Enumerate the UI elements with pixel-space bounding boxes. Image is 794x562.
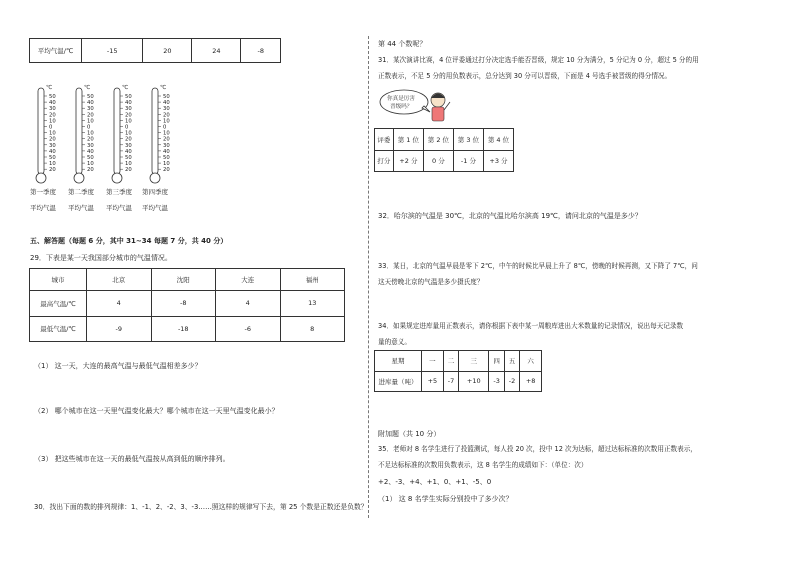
thermometer-1 [36, 84, 56, 183]
table-header: 沈阳 [151, 269, 216, 291]
table-header: 二 [443, 351, 458, 372]
tick-label: 50 [125, 155, 132, 161]
question-29-2: （2） 哪个城市在这一天里气温变化最大？哪个城市在这一天里气温变化最小？ [34, 407, 279, 415]
question-29-1: （1） 这一天，大连的最高气温与最低气温相差多少？ [34, 362, 202, 370]
tick-label: 10 [163, 130, 170, 137]
tick-label: 10 [87, 161, 94, 168]
thermometer-2 [74, 84, 94, 183]
table-cell: 24 [192, 39, 241, 63]
tick-label: 20 [49, 112, 56, 119]
table-row [30, 269, 345, 291]
tick-label: 30 [49, 142, 56, 149]
tick-label: 20 [125, 112, 132, 119]
tick-label: 40 [163, 148, 170, 155]
table-header: 四 [489, 351, 504, 372]
city-temp-table [29, 268, 345, 342]
table-cell: 打分 [375, 150, 394, 172]
speech-bubble-text: 晋级吗？ [390, 104, 413, 110]
thermometers-figure [28, 82, 188, 186]
tick-label: 20 [49, 136, 56, 143]
table-header: 大连 [216, 269, 281, 291]
table-cell: 最高气温/℃ [30, 291, 87, 317]
thermometer-unit: ℃ [160, 85, 167, 91]
table-cell: 8 [280, 316, 345, 342]
table-header: 第 1 位 [393, 129, 423, 151]
thermometer-tube [152, 88, 158, 174]
table-cell: -9 [87, 316, 152, 342]
table-header: 第 4 位 [483, 129, 513, 151]
speech-bubble-text: 你真是厉害 [387, 96, 415, 102]
table-cell: -18 [151, 316, 216, 342]
table-header: 福州 [280, 269, 345, 291]
thermometer-bulb [112, 173, 122, 183]
table-header: 第 3 位 [453, 129, 483, 151]
tick-label: 40 [125, 100, 132, 107]
table-cell: -8 [241, 39, 281, 63]
table-row [30, 39, 281, 63]
tick-label: 0 [163, 124, 167, 131]
thermometer-unit: ℃ [122, 85, 129, 91]
table-cell: +8 [520, 371, 542, 392]
thermometer-label: 平均气温 [68, 204, 94, 212]
table-header: 第 2 位 [423, 129, 453, 151]
tick-label: 20 [163, 167, 170, 174]
thermometer-label: 第三季度 [106, 188, 132, 196]
tick-label: 10 [125, 130, 132, 137]
tick-label: 30 [125, 106, 132, 113]
table-header: 三 [459, 351, 489, 372]
table-cell: 4 [216, 291, 281, 317]
tick-label: 0 [125, 124, 129, 131]
tick-label: 50 [163, 94, 170, 100]
thermometer-tube [76, 88, 82, 174]
tick-label: 50 [49, 155, 56, 161]
question-31: 31．某次演讲比赛，4 位评委通过打分决定选手能否晋级，规定 10 分为满分，5 分记为 0 分，超过 5 分的用 [378, 56, 699, 64]
question-29-3: （3） 把这些城市在这一天的最低气温按从高到低的顺序排列。 [34, 455, 230, 463]
table-header: 北京 [87, 269, 152, 291]
table-row [375, 129, 514, 151]
table-row [30, 291, 345, 317]
question-33: 33．某日，北京的气温早晨是零下 2℃，中午的时候比早晨上升了 8℃，傍晚的时候再测，又下降了 7℃，问 [378, 262, 698, 270]
thermometer-unit: ℃ [84, 85, 91, 91]
tick-label: 20 [125, 136, 132, 143]
tick-label: 20 [87, 112, 94, 119]
bonus-heading: 附加题（共 10 分） [378, 430, 441, 438]
tick-label: 10 [87, 118, 94, 125]
thermometer-bulb [150, 173, 160, 183]
thermometer-label: 第二季度 [68, 188, 94, 196]
table-cell: +2 分 [393, 150, 423, 172]
table-cell: 4 [87, 291, 152, 317]
table-cell: 最低气温/℃ [30, 316, 87, 342]
table-header: 五 [504, 351, 519, 372]
tick-label: 30 [163, 106, 170, 113]
tick-label: 10 [49, 161, 56, 168]
table-cell: -6 [216, 316, 281, 342]
tick-label: 30 [125, 142, 132, 149]
thermometer-label: 平均气温 [106, 204, 132, 212]
section-heading: 五、解答题（每题 6 分，其中 31~34 每题 7 分，共 40 分） [30, 237, 228, 245]
tick-label: 30 [87, 142, 94, 149]
table-cell: 平均气温/℃ [30, 39, 82, 63]
table-row [375, 351, 542, 372]
question-30: 30．找出下面的数的排列规律：1、-1、2、-2、3、-3……照这样的规律写下去，第 25 个数是正数还是负数？ [34, 503, 368, 511]
table-cell: 进库量（吨） [375, 371, 422, 392]
table-cell: 20 [143, 39, 192, 63]
judge-score-table [374, 128, 514, 172]
table-cell: -1 分 [453, 150, 483, 172]
tick-label: 30 [87, 106, 94, 113]
table-cell: +5 [422, 371, 444, 392]
thermometer-4 [150, 84, 170, 183]
tick-label: 40 [87, 148, 94, 155]
tick-label: 50 [49, 94, 56, 100]
tick-label: 0 [49, 124, 53, 131]
tick-label: 10 [49, 130, 56, 137]
table-header: 一 [422, 351, 444, 372]
table-row [375, 371, 542, 392]
table-cell: -8 [151, 291, 216, 317]
tick-label: 10 [49, 118, 56, 125]
table-cell: +3 分 [483, 150, 513, 172]
question-33-line2: 这天傍晚北京的气温是多少摄氏度？ [378, 278, 484, 286]
thermometer-tube [38, 88, 44, 174]
question-35: 35．老师对 8 名学生进行了投篮测试，每人投 20 次，投中 12 次为达标，超过达标标准的次数用正数表示， [378, 445, 697, 453]
table-cell: +10 [459, 371, 489, 392]
column-divider [368, 36, 369, 518]
tick-label: 20 [163, 136, 170, 143]
question-34: 34．如果规定进库量用正数表示，请你根据下表中某一周粮库进出大米数量的记录情况，说出每天记录数 [378, 322, 684, 330]
thermometer-label: 平均气温 [30, 204, 56, 212]
tick-label: 50 [87, 155, 94, 161]
question-35-data: +2、-3、+4、+1、0、+1、-5、0 [378, 478, 492, 486]
table-header: 评委 [375, 129, 394, 151]
tick-label: 20 [49, 167, 56, 174]
thermometer-3 [112, 84, 132, 183]
tick-label: 40 [163, 100, 170, 107]
question-32: 32．哈尔滨的气温是 30℃，北京的气温比哈尔滨高 19℃，请问北京的气温是多少？ [378, 212, 642, 220]
question-31-line2: 正数表示，不足 5 分的用负数表示，总分达到 30 分可以晋级，下面是 4 号选手被晋级的得分情况。 [378, 72, 672, 80]
tick-label: 30 [163, 142, 170, 149]
tick-label: 50 [163, 155, 170, 161]
tick-label: 40 [125, 148, 132, 155]
thermometer-label: 平均气温 [142, 204, 168, 212]
question-29: 29．下表是某一天我国部分城市的气温情况。 [30, 254, 172, 262]
tick-label: 40 [87, 100, 94, 107]
thermometer-label: 第四季度 [142, 188, 168, 196]
tick-label: 10 [125, 161, 132, 168]
table-row [30, 316, 345, 342]
grain-warehouse-table [374, 350, 542, 392]
table-cell: 13 [280, 291, 345, 317]
tick-label: 40 [49, 148, 56, 155]
thermometer-tube [114, 88, 120, 174]
avg-temp-table [29, 38, 281, 63]
thermometer-bulb [74, 173, 84, 183]
table-header: 城市 [30, 269, 87, 291]
tick-label: 40 [49, 100, 56, 107]
question-30-continued: 第 44 个数呢？ [378, 40, 427, 48]
tick-label: 0 [87, 124, 91, 131]
tick-label: 10 [163, 161, 170, 168]
tick-label: 20 [87, 136, 94, 143]
table-row [375, 150, 514, 172]
table-cell: 0 分 [423, 150, 453, 172]
question-35-line2: 不足达标标准的次数用负数表示，这 8 名学生的成绩如下：（单位：次） [378, 461, 588, 469]
tick-label: 30 [49, 106, 56, 113]
table-cell: -7 [443, 371, 458, 392]
thermometer-label: 第一季度 [30, 188, 56, 196]
tick-label: 10 [163, 118, 170, 125]
tick-label: 10 [87, 130, 94, 137]
tick-label: 20 [125, 167, 132, 174]
tick-label: 20 [163, 112, 170, 119]
table-header: 星期 [375, 351, 422, 372]
table-header: 六 [520, 351, 542, 372]
tick-label: 10 [125, 118, 132, 125]
table-cell: -3 [489, 371, 504, 392]
table-cell: -15 [82, 39, 143, 63]
tick-label: 20 [87, 167, 94, 174]
tick-label: 50 [87, 94, 94, 100]
question-34-line2: 量的意义。 [378, 338, 411, 346]
table-cell: -2 [504, 371, 519, 392]
question-35-1: （1） 这 8 名学生实际分别投中了多少次？ [378, 495, 513, 503]
thermometer-unit: ℃ [46, 85, 53, 91]
tick-label: 50 [125, 94, 132, 100]
thermometer-bulb [36, 173, 46, 183]
